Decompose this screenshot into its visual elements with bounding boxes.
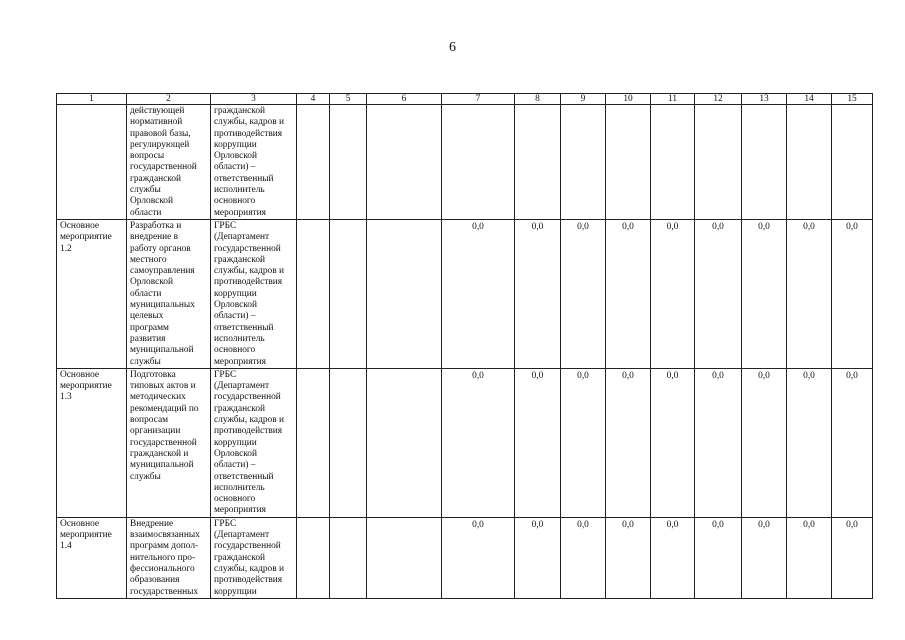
header-cell: 3 [211,94,297,105]
value-cell: 0,0 [606,220,651,369]
value-cell: 0,0 [606,368,651,517]
header-cell: 6 [367,94,442,105]
table-row [57,105,873,220]
empty-cell [297,517,330,598]
empty-cell [367,368,442,517]
value-cell: 0,0 [787,220,832,369]
header-cell: 7 [442,94,515,105]
value-cell: 0,0 [787,368,832,517]
value-cell: 0,0 [561,368,606,517]
event-id-cell [57,105,127,220]
value-cell: 0,0 [695,517,742,598]
value-cell: 0,0 [832,517,873,598]
empty-cell [330,517,367,598]
header-cell: 8 [515,94,561,105]
event-id-cell: Основное мероприятие 1.3 [57,368,127,517]
value-cell: 0,0 [561,220,606,369]
table-row [57,220,873,369]
header-cell: 15 [832,94,873,105]
responsible-cell: гражданской службы, кадров и противодействия коррупции Орловской области) – ответственный исполнитель основного мероприятия [211,105,297,220]
empty-cell [367,220,442,369]
value-cell [742,105,787,220]
responsible-cell: ГРБС (Департамент государственной гражданской службы, кадров и противодействия коррупции Орловской области) – ответственный исполнитель основного мероприятия [211,368,297,517]
value-cell: 0,0 [651,368,695,517]
value-cell: 0,0 [442,368,515,517]
value-cell: 0,0 [742,517,787,598]
value-cell [606,105,651,220]
event-name-cell: Внедрение взаимосвязанных программ допол- нительного про- фессионального образования государственных [127,517,211,598]
event-name-cell: Подготовка типовых актов и методических рекомендаций по вопросам организации государственной гражданской и муниципальной службы [127,368,211,517]
value-cell [561,105,606,220]
value-cell: 0,0 [695,220,742,369]
header-cell: 1 [57,94,127,105]
empty-cell [367,105,442,220]
responsible-cell: ГРБС (Департамент государственной гражданской службы, кадров и противодействия коррупции [211,517,297,598]
empty-cell [330,105,367,220]
value-cell: 0,0 [832,368,873,517]
event-name-cell: Разработка и внедрение в работу органов местного самоуправления Орловской области муниципальных целевых программ развития муниципальной службы [127,220,211,369]
value-cell [515,105,561,220]
event-id-cell: Основное мероприятие 1.2 [57,220,127,369]
value-cell: 0,0 [832,220,873,369]
value-cell: 0,0 [651,220,695,369]
program-table [56,93,873,599]
header-cell: 13 [742,94,787,105]
empty-cell [297,368,330,517]
value-cell: 0,0 [742,368,787,517]
empty-cell [297,220,330,369]
value-cell: 0,0 [442,517,515,598]
page-number: 6 [449,40,456,55]
header-cell: 12 [695,94,742,105]
value-cell: 0,0 [787,517,832,598]
event-id-cell: Основное мероприятие 1.4 [57,517,127,598]
value-cell: 0,0 [742,220,787,369]
value-cell [442,105,515,220]
value-cell: 0,0 [695,368,742,517]
value-cell: 0,0 [515,220,561,369]
value-cell [787,105,832,220]
header-cell: 2 [127,94,211,105]
header-row [57,94,873,105]
header-cell: 14 [787,94,832,105]
empty-cell [330,368,367,517]
value-cell [695,105,742,220]
table-row [57,517,873,598]
event-name-cell: действующей нормативной правовой базы, регулирующей вопросы государственной гражданской службы Орловской области [127,105,211,220]
header-cell: 4 [297,94,330,105]
value-cell: 0,0 [651,517,695,598]
value-cell: 0,0 [606,517,651,598]
header-cell: 9 [561,94,606,105]
value-cell: 0,0 [442,220,515,369]
header-cell: 10 [606,94,651,105]
value-cell: 0,0 [515,368,561,517]
empty-cell [330,220,367,369]
value-cell: 0,0 [515,517,561,598]
header-cell: 11 [651,94,695,105]
header-cell: 5 [330,94,367,105]
value-cell [651,105,695,220]
responsible-cell: ГРБС (Департамент государственной гражданской службы, кадров и противодействия коррупции Орловской области) – ответственный исполнитель основного мероприятия [211,220,297,369]
value-cell: 0,0 [561,517,606,598]
empty-cell [297,105,330,220]
empty-cell [367,517,442,598]
table-row [57,368,873,517]
value-cell [832,105,873,220]
